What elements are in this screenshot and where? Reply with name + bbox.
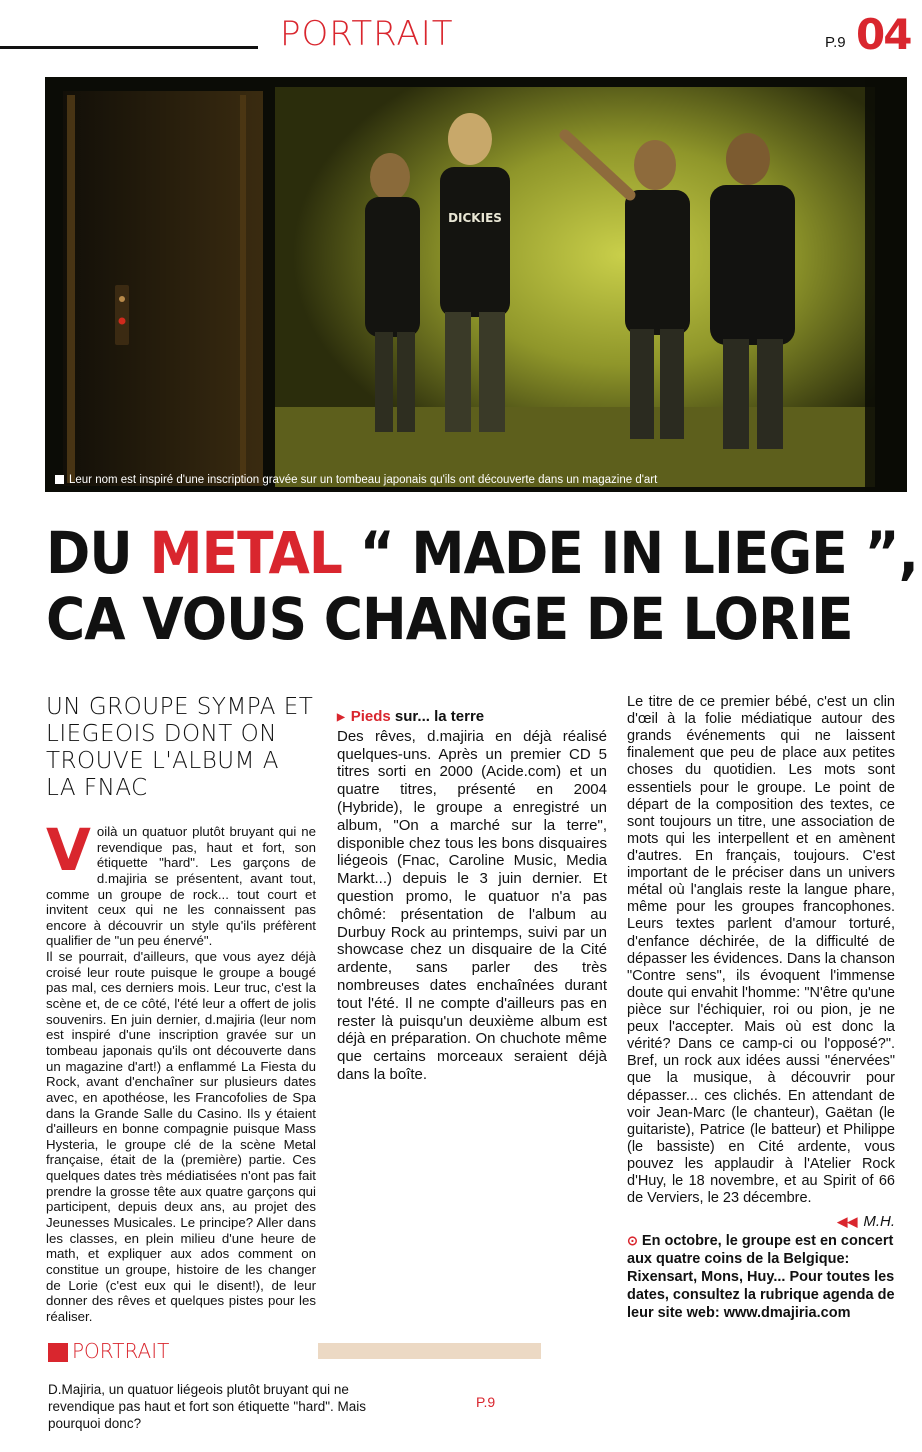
headline-highlight: METAL (149, 519, 342, 587)
article-deck: UN GROUPE SYMPA ET LIEGEOIS DONT ON TROUVE L'ALBUM A LA FNAC (46, 694, 314, 801)
caption-bullet (55, 475, 64, 484)
headline-part1: DU (46, 519, 150, 587)
page-number: P.9 (825, 34, 846, 51)
issue-number: 04 (856, 10, 911, 59)
photo-caption (55, 474, 657, 486)
author-signature (627, 1213, 895, 1230)
footer-bar (318, 1343, 541, 1359)
subhead-text: sur... la terre (390, 708, 485, 725)
headline-part2: “ MADE IN LIEGE ”, (341, 519, 918, 587)
article-subhead (337, 708, 607, 727)
headline-line2: CA VOUS CHANGE DE LORIE (46, 585, 853, 653)
band-photo-image (45, 77, 907, 492)
subhead-arrow-icon: ▶ (337, 712, 345, 723)
article-para2: Il se pourrait, d'ailleurs, que vous ayez déjà croisé leur route puisque le groupe a bougé pas mal, ces derniers mois. Leur truc, c'est la scène et, de ce côté, l'été leur a offert de jolis souvenirs. En juin dernier, d.majiria (leur nom est inspiré d'une inscription gravée sur un tombeau japonais qu'ils ont découverte dans un magazine d'art!) a enflammé La Fiesta du Rock, avant d'enchaîner sur plusieurs dates avec, en apothéose, les Francofolies de Spa dans la Grande Salle du Casino. Ils y étaient d'ailleurs en bonne compagnie puisque Mass Hysteria, le groupe clé de la scène Metal française, était de la (première) partie. Ces quelques dates très médiatisées n'ont pas fait prendre la grosse tête aux quatre garçons qui participent, depuis deux ans, au projet des Jeunesses Musicales. Le principe? Aller dans les classes, en plein milieu d'une heure de math, et expliquer aux ados comment on constitue un groupe, histoire de les changer de Lorie (c'est eux qui le disent!), de leur donner des rêves et quelques pistes pour les réaliser. (46, 949, 316, 1324)
shirt-logo: DICKIES (448, 211, 502, 225)
photo-caption-text: Leur nom est inspiré d'une inscription gravée sur un tombeau japonais qu'ils ont découverte dans un magazine d'art (69, 474, 658, 486)
band-photo (45, 77, 907, 492)
article-para3: Des rêves, d.majiria en déjà réalisé quelques-uns. Après un premier CD 5 titres sorti en 2000 (Acide.com) et un quatre titres, présenté en 2004 (Hybride), le groupe a enregistré un album, "On a marché sur la terre", disponible chez tous les bons disquaires liégeois (Fnac, Caroline Music, Media Markt...) depuis le 3 juin dernier. Et question promo, le quatuor n'a pas chômé: présentation de l'album au Durbuy Rock au printemps, suivi par un showcase chez un disquaire de la Cité ardente, sans parler des très nombreuses dates enchaînées durant tout l'été. Il ne compte d'ailleurs pas en rester là puisqu'un deuxième album est déjà en préparation. On chuchote même que certains morceaux seraient déjà dans la boîte. (337, 727, 607, 1083)
signature-arrows-icon: ◀◀ (837, 1214, 858, 1230)
footer-section-label: PORTRAIT (72, 1339, 170, 1363)
article-column-3 (627, 694, 895, 1322)
article-para4: Le titre de ce premier bébé, c'est un clin d'œil à la folie médiatique autour des grands événements qui ne laissent finalement que peu de place aux petites choses du quotidien. Les mots sont essentiels pour le groupe. Le point de départ de la composition des textes, ce sont toujours un titre, une association de mots qui les interpellent et en amènent d'autres. En français, toujours. C'est important de le préciser dans un univers métal où l'anglais reste la langue phare, même pour les groupes francophones. Leurs textes parlent d'amour torturé, d'enfance déchirée, de la difficulté de dépasser les évidences. Dans la chanson "Contre sens", ils évoquent l'immense doute qui envahit l'homme: "N'être qu'une pièce sur l'échiquier, roi ou pion, je ne peux l'accepter. Mais où est donc la vérité? Dans ce camp-ci ou l'opposé?". Bref, un rock aux idées aussi "énervées" que la musique, à découvrir pour dépasser... ces clichés. En attendant de voir Jean-Marc (le chanteur), Gaëtan (le guitariste), Patrice (le batteur) et Philippe (le bassiste) en Cité ardente, vous pouvez les applaudir à l'Atelier Rock d'Huy, le 18 novembre, et au Spirit of 66 de Verviers, le 23 décembre. (627, 694, 895, 1207)
footer-page-number: P.9 (476, 1394, 496, 1410)
article-intro (46, 816, 316, 949)
header-rule (0, 46, 258, 49)
article-column-1 (46, 694, 316, 1325)
article-para1: oilà un quatuor plutôt bruyant qui ne revendique pas, haut et fort, son étiquette "hard". Les garçons de d.majiria se présentent, avant tout, comme un groupe de rock... tout court et invitent ceux qui ne les connaissent pas encore à découvrir un style qu'ils préfèrent qualifier de "un peu énervé". (46, 824, 316, 949)
info-circle-arrow-icon: ⊙ (627, 1233, 638, 1249)
concert-info (627, 1232, 895, 1322)
section-title: PORTRAIT (280, 14, 454, 54)
signature-text: M.H. (863, 1213, 895, 1231)
footer-summary: D.Majiria, un quatuor liégeois plutôt bruyant qui ne revendique pas haut et fort son étiquette "hard". Mais pourquoi donc? (48, 1382, 367, 1431)
concert-info-text: En octobre, le groupe est en concert aux quatre coins de la Belgique: Rixensart, Mons, Huy... Pour toutes les dates, consultez la rubrique agenda de leur site web: www.dmajiria.com (627, 1233, 895, 1321)
article-column-2 (337, 694, 607, 1084)
subhead-keyword: Pieds (350, 708, 391, 725)
footer-marker (48, 1343, 68, 1362)
dropcap: V (46, 816, 91, 884)
article-headline (46, 519, 918, 653)
